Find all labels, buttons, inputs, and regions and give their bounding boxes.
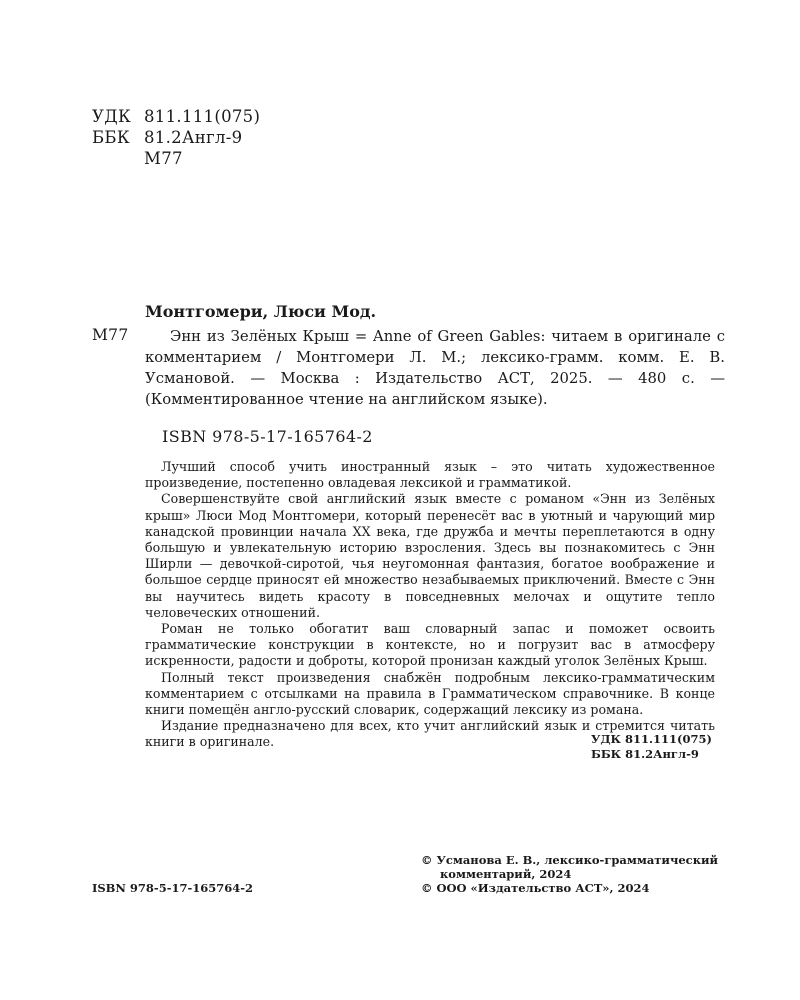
author-heading: Монтгомери, Люси Мод. bbox=[145, 302, 377, 321]
copyright-publisher: © ООО «Издательство АСТ», 2024 bbox=[421, 881, 650, 895]
entry-author-mark: М77 bbox=[92, 326, 129, 344]
udk-row bbox=[92, 106, 260, 127]
bibliographic-text: Энн из Зелёных Крыш = Anne of Green Gables: читаем в оригинале с комментарием / Монтгомери Л. М.; лексико-грамм. комм. Е. В. Усмановой. — Москва : Издательство АСТ, 2025. — 480 с. — (Комментированное чтение на английском языке). bbox=[145, 328, 725, 408]
annotation-paragraph: Лучший способ учить иностранный язык – это читать художественное произведение, постепенно овладевая лексикой и грамматикой. bbox=[145, 459, 715, 491]
bbk-value: 81.2Англ-9 bbox=[144, 128, 243, 147]
classification-codes bbox=[92, 106, 260, 169]
isbn-main: ISBN 978-5-17-165764-2 bbox=[162, 427, 373, 446]
bbk-bottom: ББК 81.2Англ-9 bbox=[591, 747, 699, 761]
annotation-paragraph: Издание предназначено для всех, кто учит английский язык и стремится читать книги в оригинале. bbox=[145, 718, 715, 750]
udk-value: 811.111(075) bbox=[144, 107, 261, 126]
isbn-footer: ISBN 978-5-17-165764-2 bbox=[92, 881, 254, 895]
bbk-row bbox=[92, 127, 260, 148]
author-mark-row bbox=[92, 148, 260, 169]
classification-bottom bbox=[591, 732, 712, 762]
udk-bottom: УДК 811.111(075) bbox=[591, 732, 712, 746]
udk-label: УДК bbox=[92, 107, 132, 126]
copyright-block bbox=[421, 853, 731, 895]
annotation-paragraph: Роман не только обогатит ваш словарный запас и поможет освоить грамматические конструкции в контексте, но и погрузит вас в атмосферу искренности, радости и доброты, которой пронизан каждый уголок Зелёных Крыш. bbox=[145, 621, 715, 669]
annotation-paragraph: Совершенствуйте свой английский язык вместе с романом «Энн из Зелёных крыш» Люси Мод Монтгомери, который перенесёт вас в уютный и чарующий мир канадской провинции начала XX века, где дружба и мечты переплетаются в одну большую и увлекательную историю взросления. Здесь вы познакомитесь с Энн Ширли — девочкой-сиротой, чья неугомонная фантазия, богатое воображение и большое сердце приносят ей множество незабываемых приключений. Вместе с Энн вы научитесь видеть красоту в повседневных мелочах и ощутите тепло человеческих отношений. bbox=[145, 491, 715, 620]
copyright-commentary-cont: комментарий, 2024 bbox=[440, 867, 572, 881]
annotation-paragraph: Полный текст произведения снабжён подробным лексико-грамматическим комментарием с отсылками на правила в Грамматическом справочнике. В конце книги помещён англо-русский словарик, содержащий лексику из романа. bbox=[145, 669, 715, 718]
annotation bbox=[145, 459, 715, 751]
bibliographic-entry bbox=[145, 326, 725, 410]
bbk-label: ББК bbox=[92, 128, 130, 147]
copyright-commentary: © Усманова Е. В., лексико-грамматический bbox=[421, 853, 719, 867]
author-mark: М77 bbox=[144, 149, 183, 168]
